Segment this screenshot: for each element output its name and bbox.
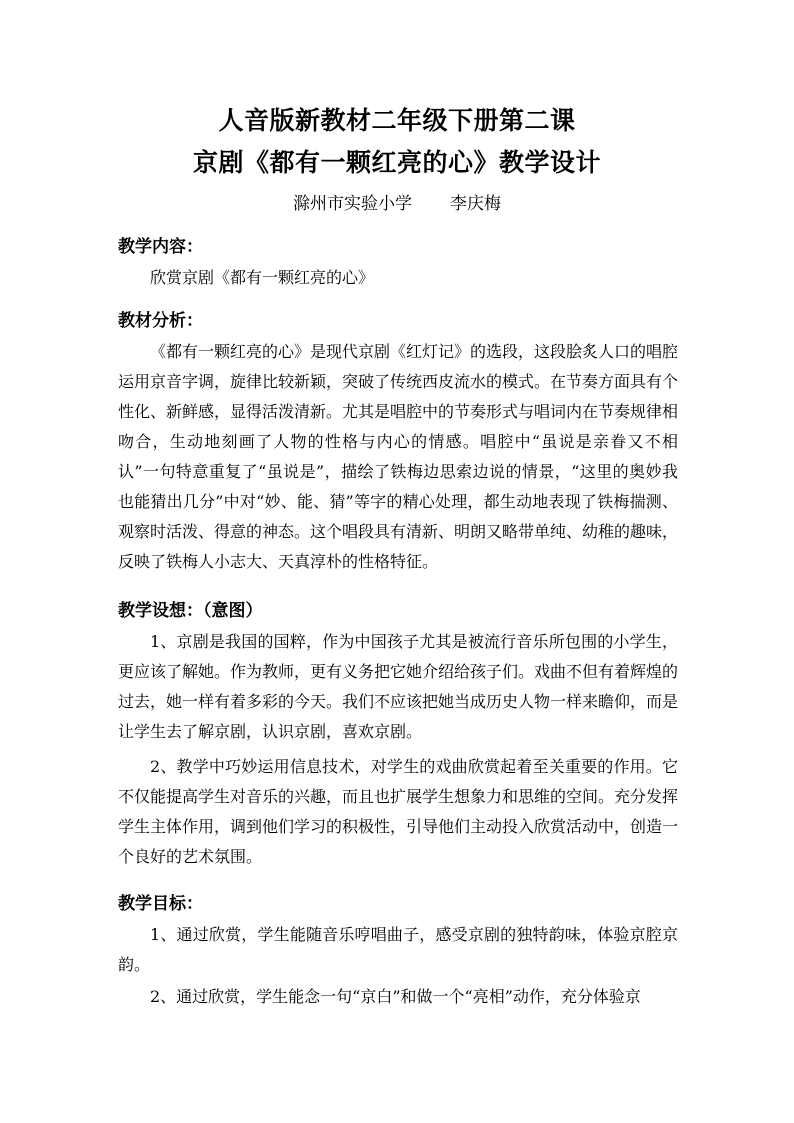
section-heading-content: 教学内容： [118, 237, 203, 257]
content-text: 欣赏京剧《都有一颗红亮的心》 [150, 268, 375, 287]
goals-paragraph-1: 1、通过欣赏，学生能随音乐哼唱曲子，感受京剧的独特韵味，体验京腔京韵。 [118, 925, 678, 974]
analysis-text: 《都有一颗红亮的心》是现代京剧《红灯记》的选段，这段脍炙人口的唱腔运用京音字调，旋律比较新颖，突破了传统西皮流水的模式。在节奏方面具有个性化、新鲜感，显得活泼清新。尤其是唱腔中的节奏形式与唱词内在节奏规律相吻合，生动地刻画了人物的性格与内心的情感。唱腔中“虽说是亲眷又不相认”一句特意重复了“虽说是”，描绘了铁梅边思索边说的情景，“这里的奥妙我也能猜出几分”中对“妙、能、猜”等字的精心处理，都生动地表现了铁梅揣测、观察时活泼、得意的神态。这个唱段具有清新、明朗又略带单纯、幼稚的趣味，反映了铁梅人小志大、天真淳朴的性格特征。 [118, 342, 679, 571]
author-school: 滁州市实验小学 [293, 194, 412, 214]
author-name: 李庆梅 [450, 194, 501, 214]
section-heading-idea: 教学设想：（意图） [118, 601, 263, 621]
document-title-line1: 人音版新教材二年级下册第二课 [218, 106, 576, 135]
author-line [0, 189, 794, 214]
section-heading-analysis: 教材分析： [118, 311, 203, 331]
goals-paragraph-2: 2、通过欣赏，学生能念一句“京白”和做一个“亮相”动作，充分体验京 [150, 987, 641, 1006]
idea-paragraph-1: 1、京剧是我国的国粹，作为中国孩子尤其是被流行音乐所包围的小学生，更应该了解她。作为教师，更有义务把它她介绍给孩子们。戏曲不但有着辉煌的过去，她一样有着多彩的今天。我们不应该把她当成历史人物一样来瞻仰，而是让学生去了解京剧，认识京剧，喜欢京剧。 [118, 632, 679, 741]
idea-paragraph-2: 2、教学中巧妙运用信息技术，对学生的戏曲欣赏起着至关重要的作用。它不仅能提高学生对音乐的兴趣，而且也扩展学生想象力和思维的空间。充分发挥学生主体作用，调到他们学习的积极性，引导他们主动投入欣赏活动中，创造一个良好的艺术氛围。 [118, 757, 679, 866]
section-heading-goals: 教学目标： [118, 894, 203, 914]
document-title-line2: 京剧《都有一颗红亮的心》教学设计 [192, 148, 601, 177]
